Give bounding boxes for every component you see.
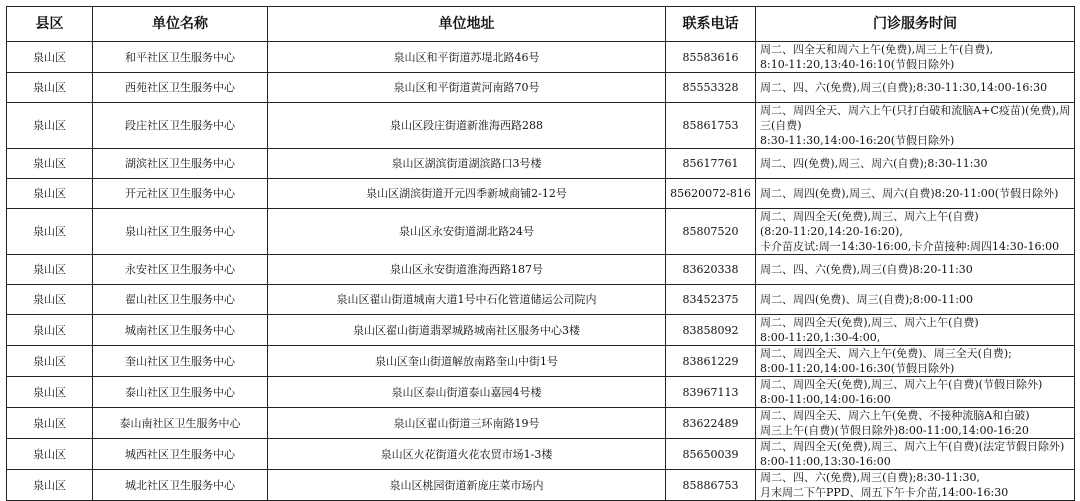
cell-county: 泉山区: [7, 149, 93, 179]
service-hours-line: 8:10-11:20,13:40-16:10(节假日除外): [760, 58, 955, 71]
cell-unit-name: 奎山社区卫生服务中心: [93, 346, 268, 377]
cell-service-hours: [756, 209, 1075, 255]
table-row: [7, 209, 1075, 255]
header-unit-address: 单位地址: [268, 7, 666, 42]
table-row: [7, 377, 1075, 408]
service-hours-line: 8:30-11:30,14:00-16:20(节假日除外): [760, 134, 955, 147]
cell-unit-name: 和平社区卫生服务中心: [93, 42, 268, 73]
cell-county: 泉山区: [7, 470, 93, 501]
cell-county: 泉山区: [7, 255, 93, 285]
cell-unit-name: 城北社区卫生服务中心: [93, 470, 268, 501]
table-row: [7, 470, 1075, 501]
service-hours-line: 8:00-11:20,14:00-16:30(节假日除外): [760, 362, 955, 375]
cell-phone: 83622489: [666, 408, 756, 439]
cell-unit-name: 城南社区卫生服务中心: [93, 315, 268, 346]
cell-unit-address: 泉山区桃园街道新庞庄菜市场内: [268, 470, 666, 501]
cell-unit-address: 泉山区翟山街道三环南路19号: [268, 408, 666, 439]
cell-phone: 85620072-816: [666, 179, 756, 209]
cell-phone: 83620338: [666, 255, 756, 285]
cell-county: 泉山区: [7, 346, 93, 377]
cell-unit-address: 泉山区和平街道黄河南路70号: [268, 73, 666, 103]
cell-service-hours: [756, 285, 1075, 315]
cell-unit-address: 泉山区泰山街道泰山嘉园4号楼: [268, 377, 666, 408]
table-header-row: [7, 7, 1075, 42]
service-hours-line: 周三上午(自费)(节假日除外)8:00-11:00,14:00-16:20: [760, 424, 1029, 437]
cell-county: 泉山区: [7, 209, 93, 255]
cell-county: 泉山区: [7, 377, 93, 408]
table-row: [7, 408, 1075, 439]
cell-service-hours: [756, 377, 1075, 408]
table-row: [7, 103, 1075, 149]
cell-unit-name: 泰山南社区卫生服务中心: [93, 408, 268, 439]
cell-service-hours: [756, 315, 1075, 346]
cell-service-hours: [756, 103, 1075, 149]
table-row: [7, 73, 1075, 103]
service-hours-line: 周二、四、六(免费),周三(自费);8:30-11:30,: [760, 471, 980, 484]
service-hours-line: 卡介苗皮试:周一14:30-16:00,卡介苗接种:周四14:30-16:00: [760, 240, 1060, 253]
cell-unit-name: 翟山社区卫生服务中心: [93, 285, 268, 315]
service-hours-line: 周二、周四全天、周六上午(只打白破和流脑A+C疫苗)(免费),周三(自费): [760, 104, 1071, 132]
cell-phone: 85886753: [666, 470, 756, 501]
cell-unit-name: 城西社区卫生服务中心: [93, 439, 268, 470]
service-hours-line: 周二、周四全天、周六上午(免费、不接种流脑A和白破): [760, 409, 1030, 422]
service-hours-line: 月末周二下午PPD、周五下午卡介苗,14:00-16:30: [760, 486, 1009, 499]
cell-phone: 85650039: [666, 439, 756, 470]
cell-unit-name: 永安社区卫生服务中心: [93, 255, 268, 285]
cell-unit-address: 泉山区翟山街道城南大道1号中石化管道储运公司院内: [268, 285, 666, 315]
cell-service-hours: [756, 73, 1075, 103]
cell-unit-address: 泉山区奎山街道解放南路奎山中街1号: [268, 346, 666, 377]
cell-service-hours: [756, 149, 1075, 179]
cell-phone: 83452375: [666, 285, 756, 315]
table-row: [7, 149, 1075, 179]
service-hours-line: 8:00-11:20,1:30-4:00,: [760, 331, 881, 344]
cell-unit-address: 泉山区和平街道苏堤北路46号: [268, 42, 666, 73]
cell-phone: 85553328: [666, 73, 756, 103]
service-hours-line: 周二、周四全天(免费),周三、周六上午(自费)(法定节假日除外): [760, 440, 1065, 453]
cell-service-hours: [756, 179, 1075, 209]
cell-phone: 83967113: [666, 377, 756, 408]
cell-unit-name: 开元社区卫生服务中心: [93, 179, 268, 209]
cell-unit-address: 泉山区翟山街道翡翠城路城南社区服务中心3楼: [268, 315, 666, 346]
header-unit-name: 单位名称: [93, 7, 268, 42]
service-hours-line: 周二、周四全天、周六上午(免费)、周三全天(自费);: [760, 347, 1012, 360]
vaccination-clinic-table: [6, 6, 1075, 501]
service-hours-line: 周二、周四(免费)、周三(自费);8:00-11:00: [760, 293, 973, 306]
cell-unit-name: 段庄社区卫生服务中心: [93, 103, 268, 149]
table-row: [7, 315, 1075, 346]
service-hours-line: 8:00-11:00,13:30-16:00: [760, 455, 891, 468]
service-hours-line: 周二、周四全天(免费),周三、周六上午(自费): [760, 210, 979, 223]
cell-phone: 85807520: [666, 209, 756, 255]
service-hours-line: 周二、周四全天(免费),周三、周六上午(自费)(节假日除外): [760, 378, 1043, 391]
cell-county: 泉山区: [7, 179, 93, 209]
cell-unit-address: 泉山区湖滨街道湖滨路口3号楼: [268, 149, 666, 179]
cell-service-hours: [756, 346, 1075, 377]
table-row: [7, 179, 1075, 209]
cell-unit-address: 泉山区火花街道火花农贸市场1-3楼: [268, 439, 666, 470]
service-hours-line: 周二、四、六(免费),周三(自费)8:20-11:30: [760, 263, 973, 276]
cell-county: 泉山区: [7, 408, 93, 439]
cell-county: 泉山区: [7, 439, 93, 470]
cell-unit-name: 西苑社区卫生服务中心: [93, 73, 268, 103]
cell-service-hours: [756, 408, 1075, 439]
service-hours-line: 周二、周四(免费),周三、周六(自费)8:20-11:00(节假日除外): [760, 187, 1059, 200]
cell-county: 泉山区: [7, 315, 93, 346]
cell-county: 泉山区: [7, 73, 93, 103]
cell-unit-name: 泉山社区卫生服务中心: [93, 209, 268, 255]
cell-phone: 85583616: [666, 42, 756, 73]
cell-unit-name: 湖滨社区卫生服务中心: [93, 149, 268, 179]
cell-phone: 85617761: [666, 149, 756, 179]
cell-unit-address: 泉山区永安街道淮海西路187号: [268, 255, 666, 285]
table-row: [7, 285, 1075, 315]
header-phone: 联系电话: [666, 7, 756, 42]
cell-phone: 83861229: [666, 346, 756, 377]
cell-phone: 85861753: [666, 103, 756, 149]
service-hours-line: 周二、周四全天(免费),周三、周六上午(自费): [760, 316, 979, 329]
service-hours-line: (8:20-11:20,14:20-16:20),: [760, 225, 903, 238]
service-hours-line: 周二、四、六(免费),周三(自费);8:30-11:30,14:00-16:30: [760, 81, 1048, 94]
cell-county: 泉山区: [7, 42, 93, 73]
clinic-table-container: [6, 6, 1074, 501]
cell-unit-address: 泉山区湖滨街道开元四季新城商铺2-12号: [268, 179, 666, 209]
cell-unit-address: 泉山区段庄街道新淮海西路288: [268, 103, 666, 149]
table-row: [7, 346, 1075, 377]
cell-unit-address: 泉山区永安街道湖北路24号: [268, 209, 666, 255]
cell-unit-name: 泰山社区卫生服务中心: [93, 377, 268, 408]
table-row: [7, 255, 1075, 285]
service-hours-line: 周二、四(免费),周三、周六(自费);8:30-11:30: [760, 157, 988, 170]
cell-service-hours: [756, 255, 1075, 285]
table-row: [7, 42, 1075, 73]
cell-phone: 83858092: [666, 315, 756, 346]
header-county: 县区: [7, 7, 93, 42]
cell-service-hours: [756, 470, 1075, 501]
table-body: [7, 42, 1075, 501]
cell-county: 泉山区: [7, 103, 93, 149]
service-hours-line: 8:00-11:00,14:00-16:00: [760, 393, 891, 406]
cell-county: 泉山区: [7, 285, 93, 315]
service-hours-line: 周二、四全天和周六上午(免费),周三上午(自费),: [760, 43, 994, 56]
cell-service-hours: [756, 42, 1075, 73]
header-service-hours: 门诊服务时间: [756, 7, 1075, 42]
